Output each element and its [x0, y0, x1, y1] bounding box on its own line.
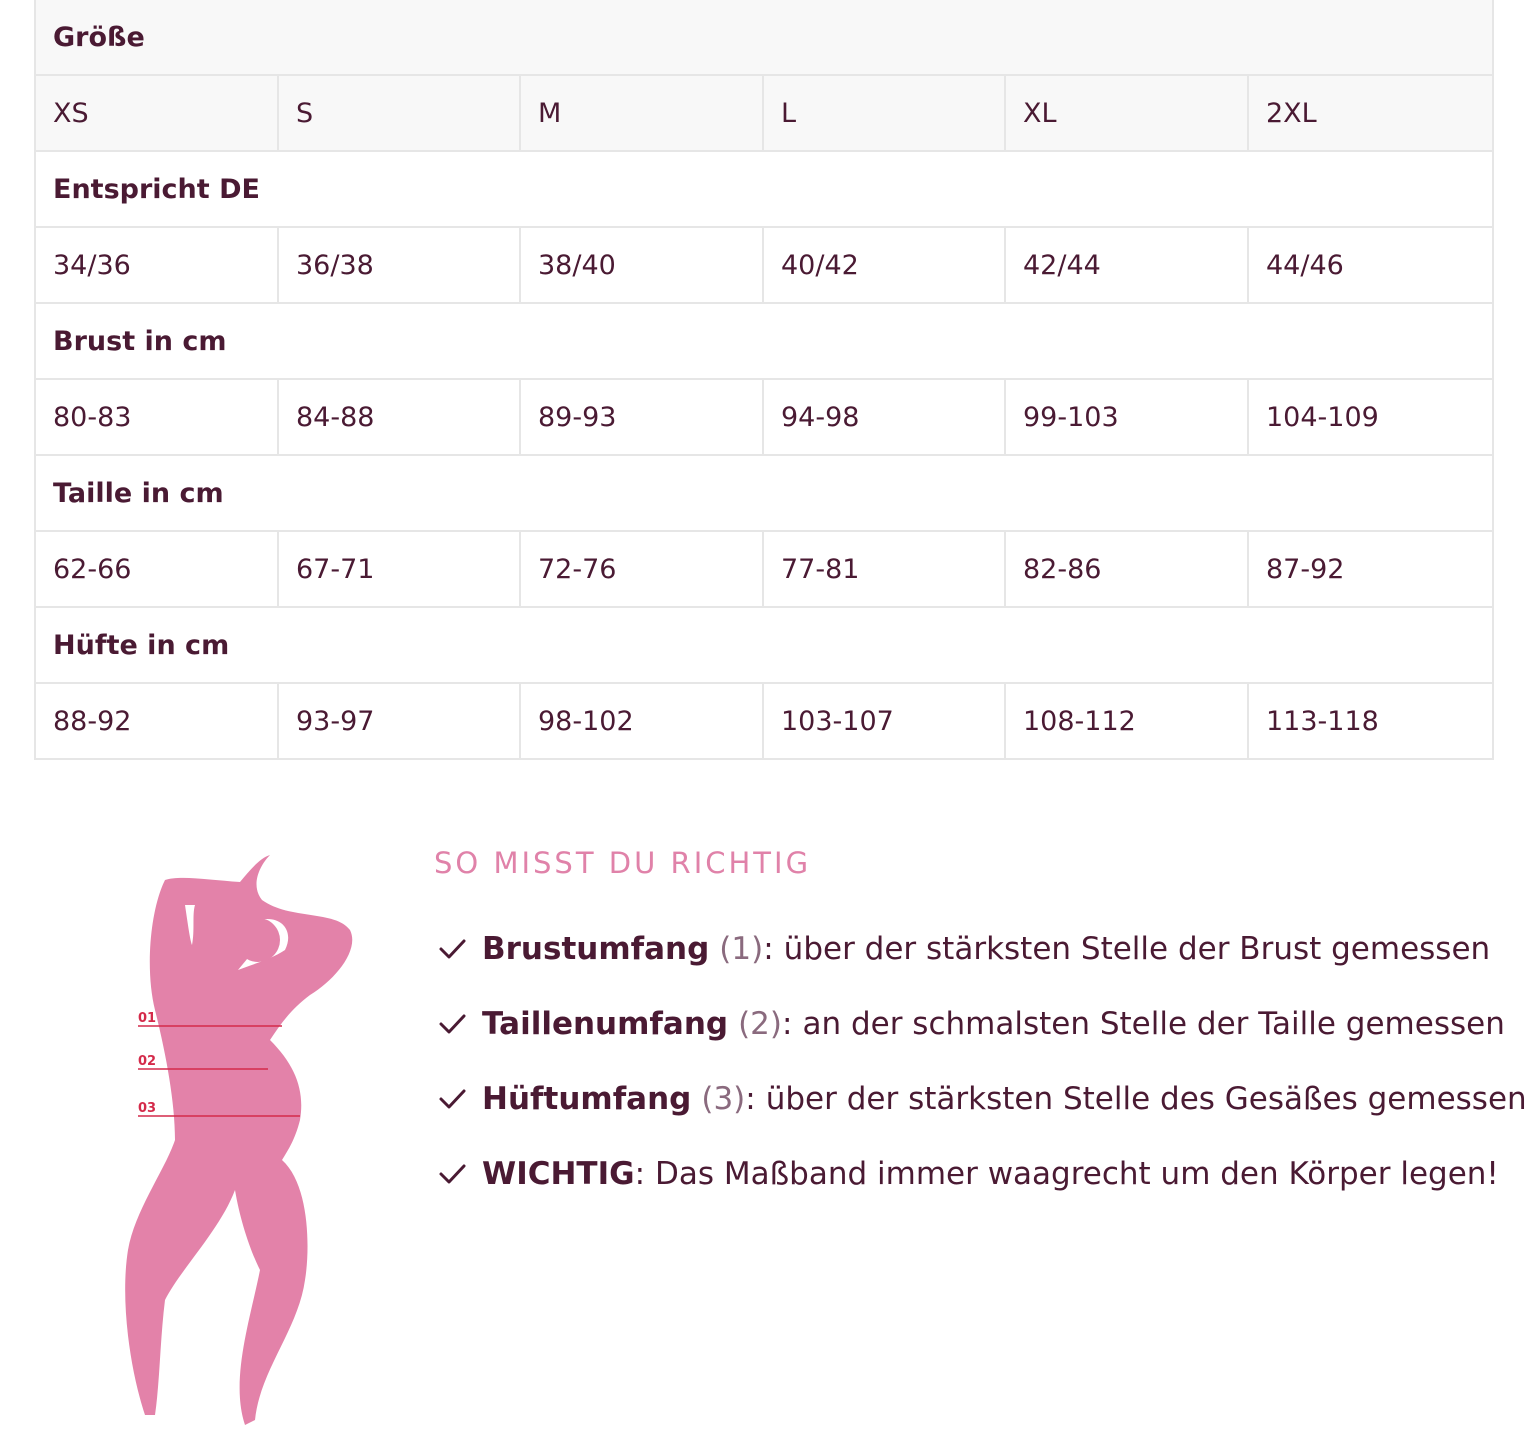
measure-tip	[436, 924, 1496, 974]
tip-number: (3)	[701, 1081, 746, 1117]
measure-tips-list	[436, 924, 1527, 1224]
marker-label-1: 01	[138, 1011, 157, 1026]
tip-number: (1)	[719, 931, 764, 967]
body-silhouette-figure	[110, 850, 370, 1440]
table-cell: M	[520, 75, 763, 151]
table-cell: 94-98	[763, 379, 1005, 455]
table-section-row	[35, 607, 1493, 683]
tip-text: über der stärksten Stelle des Gesäßes gemessen	[765, 1081, 1527, 1117]
table-cell: 72-76	[520, 531, 763, 607]
check-icon	[436, 1154, 482, 1194]
table-section-row	[35, 455, 1493, 531]
table-cell: XL	[1005, 75, 1248, 151]
table-cell: 98-102	[520, 683, 763, 759]
table-cell: 99-103	[1005, 379, 1248, 455]
table-cell: 77-81	[763, 531, 1005, 607]
tip-text: über der stärksten Stelle der Brust gemessen	[783, 931, 1491, 967]
tip-text: an der schmalsten Stelle der Taille gemessen	[802, 1006, 1505, 1042]
table-section-label: Größe	[35, 0, 1493, 75]
table-cell: 67-71	[278, 531, 520, 607]
table-cell: 2XL	[1248, 75, 1493, 151]
table-cell: 104-109	[1248, 379, 1493, 455]
head-shape	[236, 918, 280, 962]
table-cell: 38/40	[520, 227, 763, 303]
table-cell: 89-93	[520, 379, 763, 455]
table-row	[35, 531, 1493, 607]
table-row	[35, 379, 1493, 455]
table-section-row	[35, 151, 1493, 227]
table-cell: 40/42	[763, 227, 1005, 303]
tip-term: Taillenumfang	[482, 1006, 729, 1042]
table-cell: S	[278, 75, 520, 151]
tip-separator: :	[763, 931, 774, 967]
table-row	[35, 683, 1493, 759]
table-cell: 34/36	[35, 227, 278, 303]
table-row	[35, 75, 1493, 151]
table-cell: 108-112	[1005, 683, 1248, 759]
table-cell: 87-92	[1248, 531, 1493, 607]
table-cell: 42/44	[1005, 227, 1248, 303]
table-section-label: Hüfte in cm	[35, 607, 1493, 683]
table-cell: 82-86	[1005, 531, 1248, 607]
table-row	[35, 227, 1493, 303]
tip-separator: :	[745, 1081, 756, 1117]
table-cell: 113-118	[1248, 683, 1493, 759]
tip-number: (2)	[738, 1006, 782, 1042]
table-cell: 84-88	[278, 379, 520, 455]
table-section-label: Entspricht DE	[35, 151, 1493, 227]
check-icon	[436, 929, 482, 969]
table-cell: XS	[35, 75, 278, 151]
table-cell: 36/38	[278, 227, 520, 303]
table-section-label: Taille in cm	[35, 455, 1493, 531]
measure-tip	[436, 1149, 1499, 1199]
size-chart-body	[35, 0, 1493, 759]
table-cell: 62-66	[35, 531, 278, 607]
table-cell: 44/46	[1248, 227, 1493, 303]
table-cell: 80-83	[35, 379, 278, 455]
table-cell: 88-92	[35, 683, 278, 759]
measure-tip	[436, 1074, 1527, 1124]
tip-text: Das Maßband immer waagrecht um den Körper legen!	[655, 1156, 1499, 1192]
table-section-row	[35, 0, 1493, 75]
howto-title: SO MISST DU RICHTIG	[434, 846, 812, 880]
marker-label-3: 03	[138, 1101, 157, 1116]
table-section-label: Brust in cm	[35, 303, 1493, 379]
tip-separator: :	[634, 1156, 646, 1192]
table-cell: L	[763, 75, 1005, 151]
tip-term: Hüftumfang	[482, 1081, 692, 1117]
marker-label-2: 02	[138, 1054, 157, 1069]
table-section-row	[35, 303, 1493, 379]
check-icon	[436, 1004, 482, 1044]
check-icon	[436, 1079, 482, 1119]
size-chart-table	[34, 0, 1494, 760]
tip-separator: :	[782, 1006, 793, 1042]
table-cell: 93-97	[278, 683, 520, 759]
tip-term: WICHTIG	[482, 1156, 635, 1192]
tip-term: Brustumfang	[482, 931, 710, 967]
measure-tip	[436, 999, 1505, 1049]
table-cell: 103-107	[763, 683, 1005, 759]
